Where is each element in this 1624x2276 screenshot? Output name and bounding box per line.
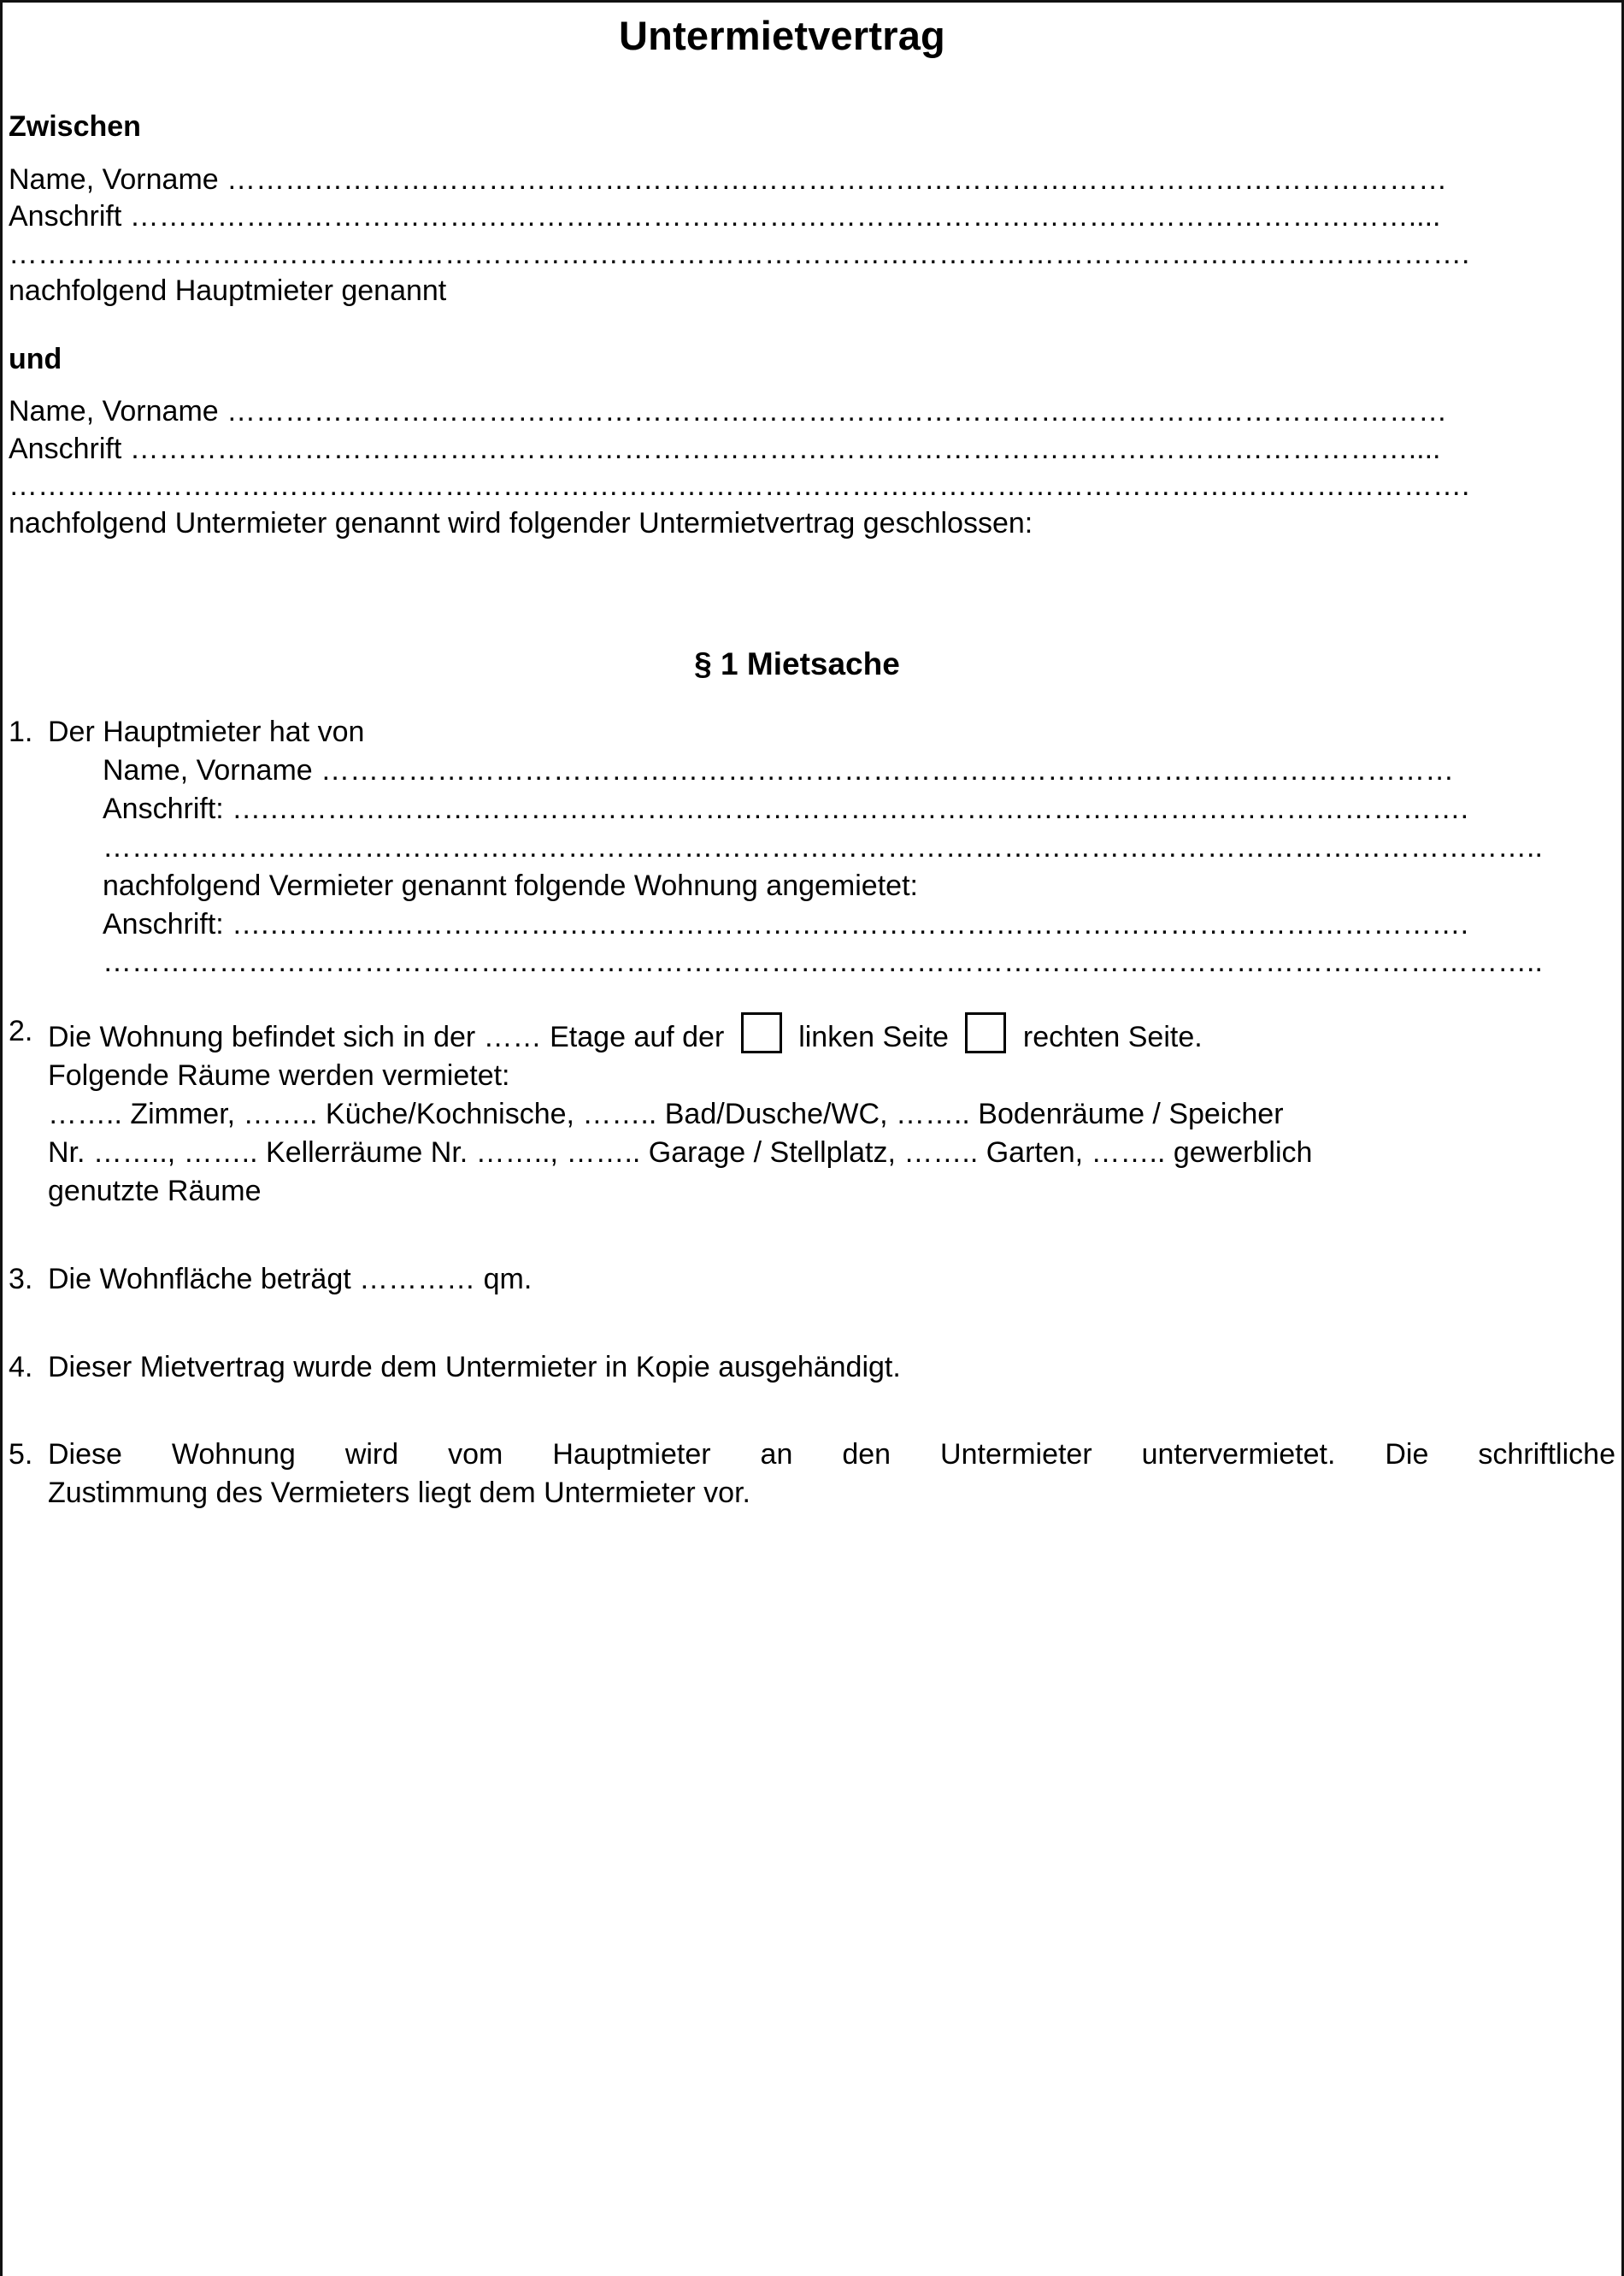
item2-line-4: genutzte Räume [48, 1174, 262, 1207]
item-number: 1. [9, 716, 33, 749]
item5-line-1: Diese Wohnung wird vom Hauptmieter an den Untermieter untervermietet. Die schriftliche [48, 1438, 1615, 1471]
item-number: 3. [9, 1262, 33, 1295]
hauptmieter-name-line: Name, Vorname ……………………………………………………………………………………………………………… [9, 162, 1448, 196]
and-label: und [9, 342, 62, 375]
section-1-item-1 [9, 713, 1615, 982]
hauptmieter-address-line: Anschrift …………………………………………………………………………………………………………………….... [9, 200, 1441, 233]
untermieter-address-line-continued: ……………………………………………………………………………………………………………………………………. [9, 469, 1470, 503]
item2-line-3: Nr. …….., …….. Kellerräume Nr. …….., …….. Garage / Stellplatz, …….. Garten, …….. gewerblich [48, 1135, 1313, 1169]
item2-lead-text: Die Wohnung befindet sich in der …… Etage auf der [48, 1021, 725, 1054]
item2-line-2: …….. Zimmer, …….. Küche/Kochnische, …….. Bad/Dusche/WC, …….. Bodenräume / Speicher [48, 1098, 1284, 1131]
item1-line-6: Anschrift: ….……………………………………………………………………………………………………………. [103, 907, 1469, 940]
checkbox-left-side-label: linken Seite [798, 1021, 949, 1054]
section-1-item-2 [9, 1012, 1615, 1210]
untermieter-note: nachfolgend Untermieter genannt wird folgender Untermietvertrag geschlossen: [9, 506, 1033, 540]
item5-line-2: Zustimmung des Vermieters liegt dem Untermieter vor. [48, 1477, 750, 1510]
item1-line-5: nachfolgend Vermieter genannt folgende Wohnung angemietet: [103, 869, 918, 902]
item-number: 2. [9, 1015, 33, 1048]
item-number: 5. [9, 1438, 33, 1471]
item1-line-2: Name, Vorname ……………………………………………………………………………………………………… [103, 754, 1455, 787]
section-1-heading: § 1 Mietsache [694, 646, 900, 682]
hauptmieter-address-line-continued: ……………………………………………………………………………………………………………………………………. [9, 237, 1470, 270]
item1-line-7: ………………………………………………………………………………………………………………………………….. [103, 946, 1543, 979]
checkbox-left-side[interactable] [741, 1012, 782, 1053]
item3-line-1: Die Wohnfläche beträgt ………… qm. [48, 1262, 533, 1295]
between-label: Zwischen [9, 110, 141, 143]
hauptmieter-note: nachfolgend Hauptmieter genannt [9, 274, 447, 308]
document-content [9, 0, 1615, 1512]
item2-line-1: Folgende Räume werden vermietet: [48, 1059, 510, 1093]
section-1-item-4 [9, 1348, 1615, 1387]
checkbox-right-side[interactable] [965, 1012, 1006, 1053]
section-1-item-5 [9, 1436, 1615, 1512]
parties-section [9, 109, 1615, 542]
item2-floor-line [48, 1012, 1615, 1057]
item-number: 4. [9, 1350, 33, 1383]
page-title: Untermietvertrag [619, 13, 945, 58]
item1-line-3: Anschrift: ….……………………………………………………………………………………………………………. [103, 792, 1469, 825]
section-1-item-3 [9, 1260, 1615, 1299]
page-border-left [0, 0, 3, 2276]
untermieter-name-line: Name, Vorname ……………………………………………………………………………………………………………… [9, 395, 1448, 428]
checkbox-right-side-label: rechten Seite. [1022, 1021, 1203, 1054]
item4-line-1: Dieser Mietvertrag wurde dem Untermieter in Kopie ausgehändigt. [48, 1350, 901, 1383]
item1-line-1: Der Hauptmieter hat von [48, 716, 365, 749]
untermieter-address-line: Anschrift …………………………………………………………………………………………………………………….... [9, 432, 1441, 465]
item1-line-4: ………………………………………………………………………………………………………………………………….. [103, 830, 1543, 864]
